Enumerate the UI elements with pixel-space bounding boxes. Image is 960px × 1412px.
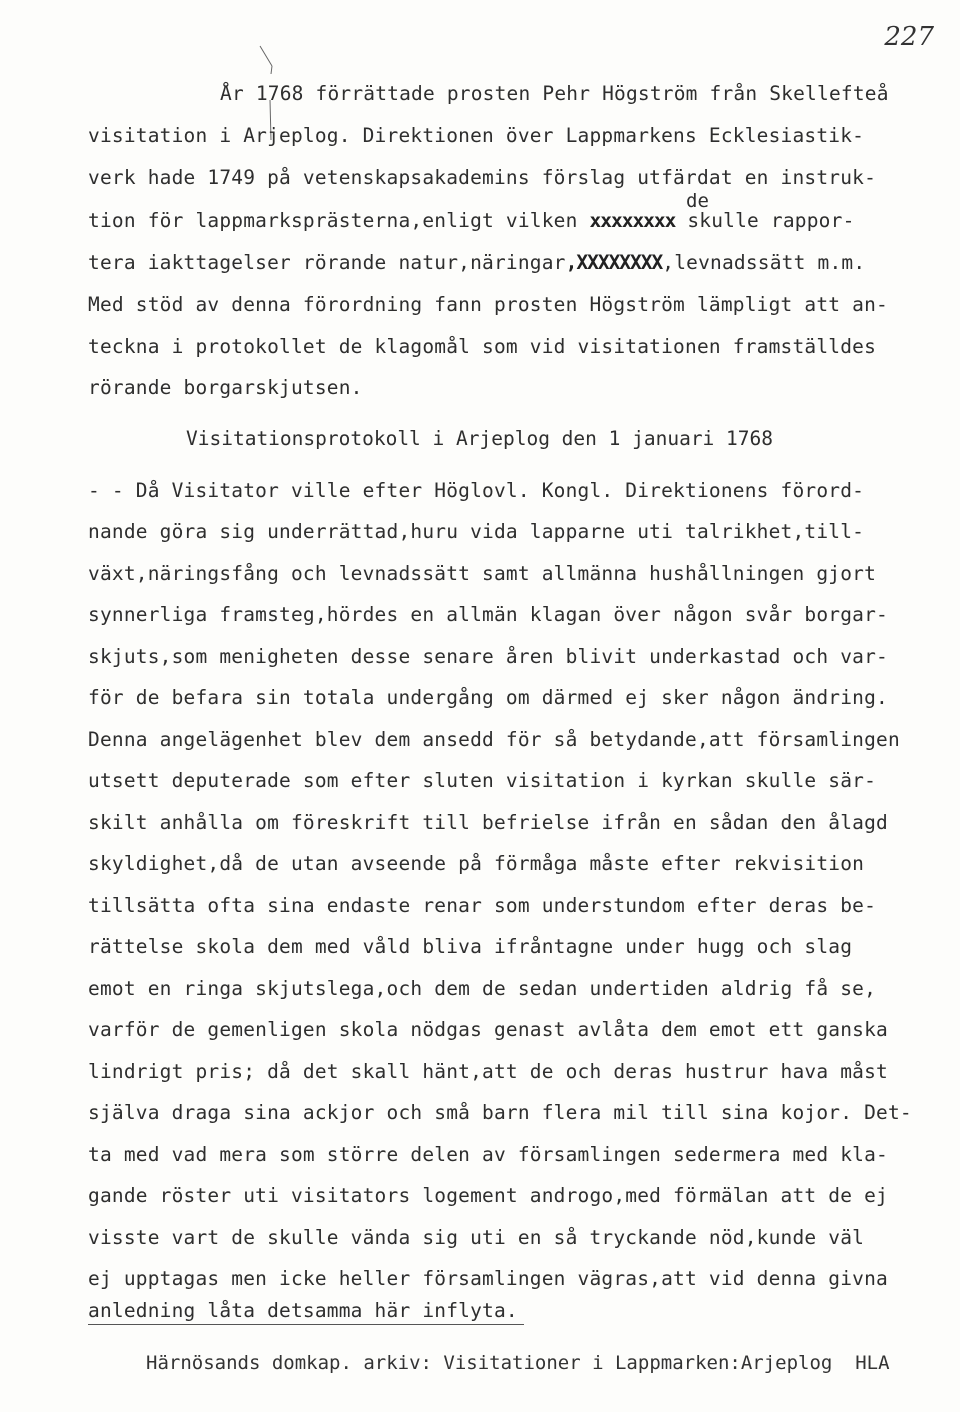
closing-underline bbox=[88, 1324, 524, 1325]
intro-line-3: verk hade 1749 på vetenskapsakademins förslag utfärdat en instruk- bbox=[88, 166, 877, 189]
body-line: synnerliga framsteg,hördes en allmän klagan över någon svår borgar- bbox=[88, 603, 888, 626]
body-line: skjuts,som menigheten desse senare åren blivit underkastad och var- bbox=[88, 645, 888, 668]
inserted-word: de bbox=[686, 190, 709, 212]
body-line: - - Då Visitator ville efter Höglovl. Kongl. Direktionens förord- bbox=[88, 479, 865, 502]
body-line: tillsätta ofta sina endaste renar som understundom efter deras be- bbox=[88, 894, 877, 917]
body-line: skilt anhålla om föreskrift till befrielse ifrån en sådan den ålagd bbox=[88, 811, 888, 834]
intro-line-2: visitation i Arjeplog. Direktionen över Lappmarkens Ecklesiastik- bbox=[88, 124, 865, 147]
intro-line-4-end: skulle rappor- bbox=[675, 209, 855, 232]
intro-line-4-start: tion för lappmarksprästerna,enligt vilken bbox=[88, 209, 590, 232]
body-line: rättelse skola dem med våld bliva ifråntagne under hugg och slag bbox=[88, 935, 853, 958]
struck-text: ,XXXXXXXX bbox=[565, 251, 663, 274]
intro-line-6: Med stöd av denna förordning fann prosten Högström lämpligt att an- bbox=[88, 293, 888, 316]
protocol-heading: Visitationsprotokoll i Arjeplog den 1 januari 1768 bbox=[186, 427, 773, 450]
page-number: 227 bbox=[884, 22, 934, 52]
struck-text: xxxxxxxx bbox=[589, 209, 676, 232]
intro-line-5 bbox=[88, 251, 865, 274]
body-line: växt,näringsfång och levnadssätt samt allmänna hushållningen gjort bbox=[88, 562, 877, 585]
body-line: varför de gemenligen skola nödgas genast avlåta dem emot ett ganska bbox=[88, 1018, 888, 1041]
body-line: utsett deputerade som efter sluten visitation i kyrkan skulle sär- bbox=[88, 769, 877, 792]
body-line: Denna angelägenhet blev dem ansedd för så betydande,att församlingen bbox=[88, 728, 900, 751]
body-line: ta med vad mera som större delen av församlingen sedermera med kla- bbox=[88, 1143, 888, 1166]
body-line: visste vart de skulle vända sig uti en så tryckande nöd,kunde väl bbox=[88, 1226, 865, 1249]
body-line: ej upptagas men icke heller församlingen vägras,att vid denna givna bbox=[88, 1267, 888, 1290]
body-line: för de befara sin totala undergång om därmed ej sker någon ändring. bbox=[88, 686, 888, 709]
body-line: nande göra sig underrättad,huru vida lapparne uti talrikhet,till- bbox=[88, 520, 865, 543]
intro-line-4 bbox=[88, 209, 855, 232]
body-line: lindrigt pris; då det skall hänt,att de och deras hustrur hava måst bbox=[88, 1060, 888, 1083]
body-line: själva draga sina ackjor och små barn flera mil till sina kojor. Det- bbox=[88, 1101, 912, 1124]
intro-line-5-start: tera iakttagelser rörande natur,näringar bbox=[88, 251, 566, 274]
intro-line-8: rörande borgarskjutsen. bbox=[88, 376, 363, 399]
intro-line-5-end: ,levnadssätt m.m. bbox=[662, 251, 866, 274]
intro-line-7: teckna i protokollet de klagomål som vid visitationen framställdes bbox=[88, 335, 877, 358]
body-line: emot en ringa skjutslega,och dem de sedan undertiden aldrig få se, bbox=[88, 977, 877, 1000]
intro-line-1: År 1768 förrättade prosten Pehr Högström från Skellefteå bbox=[220, 82, 889, 105]
body-line: gande röster uti visitators logement androgo,med förmälan att de ej bbox=[88, 1184, 888, 1207]
body-line: skyldighet,då de utan avseende på förmåga måste efter rekvisition bbox=[88, 852, 865, 875]
source-footer: Härnösands domkap. arkiv: Visitationer i Lappmarken:Arjeplog HLA bbox=[146, 1352, 890, 1374]
body-line: anledning låta detsamma här inflyta. bbox=[88, 1299, 518, 1322]
